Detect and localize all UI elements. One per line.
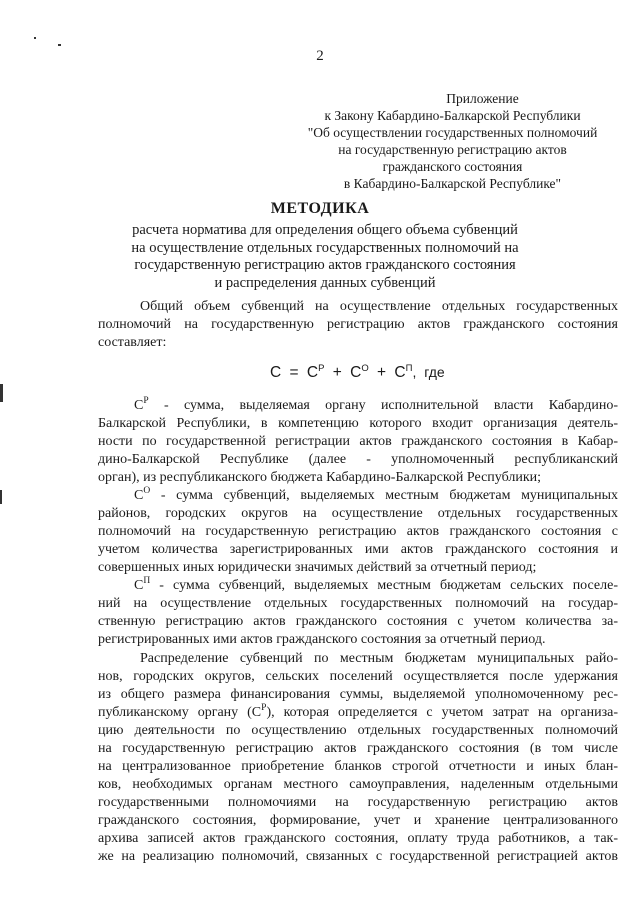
formula-term-cp: $С^П$ xyxy=(394,363,413,381)
definition-cp xyxy=(98,577,618,649)
formula-plus: + xyxy=(377,364,387,381)
text-line: совершенных иных юридически значимых действий за отчетный период; xyxy=(98,560,537,575)
text-line: ственную регистрацию актов гражданского состояния с учетом количества за- xyxy=(98,614,618,629)
appendix-line: гражданского состояния xyxy=(382,159,523,174)
text-line: гражданского состояния, формирование, учет и хранение централизованного xyxy=(98,813,618,828)
text-line: на централизованное приобретение бланков строгой отчетности и иных блан- xyxy=(98,759,618,774)
scan-edge-mark xyxy=(0,490,2,504)
scan-speck xyxy=(34,37,36,39)
text-line: составляет: xyxy=(98,335,167,350)
text-line: учетом количества зарегистрированных ими актов гражданского состояния и xyxy=(98,542,618,557)
scan-edge-mark xyxy=(0,384,3,402)
text-line: цию деятельности по осуществлению отдельных государственных полномочий xyxy=(98,723,618,738)
text-line: полномочий на государственную регистрацию актов гражданского состояния xyxy=(98,317,618,332)
methodology-title: МЕТОДИКА xyxy=(270,200,370,217)
scan-speck xyxy=(58,44,61,46)
text-line: государственными полномочиями на государственную регистрацию актов xyxy=(98,795,618,810)
text-line: $С^Р$ - сумма, выделяемая органу исполнительной власти Кабардино- xyxy=(134,396,618,413)
formula-equals: = xyxy=(289,364,299,381)
subtitle-line: на осуществление отдельных государственных полномочий на xyxy=(131,239,519,256)
subtitle-line: государственную регистрацию актов гражданского состояния xyxy=(134,257,516,273)
methodology-subtitle xyxy=(120,222,530,292)
text-line: $С^О$ - сумма субвенций, выделяемых местным бюджетам муниципальных xyxy=(134,486,618,503)
appendix-line: на государственную регистрацию актов xyxy=(338,142,567,157)
appendix-line: "Об осуществлении государственных полномочий xyxy=(307,125,598,140)
text-line: $С^П$ - сумма субвенций, выделяемых местным бюджетам сельских поселе- xyxy=(134,576,618,593)
text-line: же на реализацию полномочий, связанных с государственной регистрацией актов xyxy=(98,849,618,864)
text-line: Общий объем субвенций на осуществление отдельных государственных xyxy=(140,299,618,314)
text-line: районов, городских округов на осуществление отдельных государственных xyxy=(98,506,618,521)
formula-tail: , где xyxy=(412,364,445,380)
subtitle-line: и распределения данных субвенций xyxy=(214,274,436,291)
text-line: архива записей актов гражданского состояния, оплату труда работников, а так- xyxy=(98,831,618,846)
definition-cr xyxy=(98,397,618,487)
intro-paragraph xyxy=(98,298,618,352)
text-line: на государственную регистрацию актов гражданского состояния (в том числе xyxy=(98,741,618,756)
appendix-block xyxy=(300,90,605,192)
text-line: полномочий на государственную регистрацию актов гражданского состояния с xyxy=(98,524,618,539)
appendix-line: в Кабардино-Балкарской Республике" xyxy=(343,176,562,191)
page-number: 2 xyxy=(316,48,324,64)
text-line: Распределение субвенций по местным бюджетам муниципальных райо- xyxy=(140,651,618,666)
text-line: дино-Балкарской Республике (далее - уполномоченный республиканский xyxy=(98,452,618,467)
formula xyxy=(270,364,445,382)
definition-co xyxy=(98,487,618,577)
formula-term-cr: $С^Р$ xyxy=(306,363,325,381)
text-line: регистрированных ими актов гражданского состояния за отчетный период. xyxy=(98,632,546,647)
formula-term-co: $С^О$ xyxy=(350,363,369,381)
distribution-paragraph xyxy=(98,650,618,866)
text-line: орган), из республиканского бюджета Кабардино-Балкарской Республики; xyxy=(98,470,542,485)
appendix-heading: Приложение xyxy=(446,91,519,106)
appendix-line: к Закону Кабардино-Балкарской Республики xyxy=(324,108,581,123)
text-line: ности по государственной регистрации актов гражданского состояния в Кабар- xyxy=(98,434,618,449)
text-line: из общего размера финансирования суммы, выделяемой уполномоченному рес- xyxy=(98,687,618,702)
text-line: Балкарской Республики, в компетенцию которого входит организация деятель- xyxy=(98,416,618,431)
subtitle-line: расчета норматива для определения общего объема субвенций xyxy=(132,222,518,238)
formula-lhs: С xyxy=(270,364,282,381)
text-line: ков, необходимых органам местного самоуправления, наделенным отдельными xyxy=(98,777,618,792)
formula-plus: + xyxy=(332,364,342,381)
text-line: ний на осуществление отдельных государственных полномочий на государ- xyxy=(98,596,618,611)
text-line: нов, городских округов, сельских поселений осуществляется после удержания xyxy=(98,669,618,684)
text-line: публиканскому органу $(С^Р)$, которая определяется с учетом затрат на организа- xyxy=(98,703,618,720)
